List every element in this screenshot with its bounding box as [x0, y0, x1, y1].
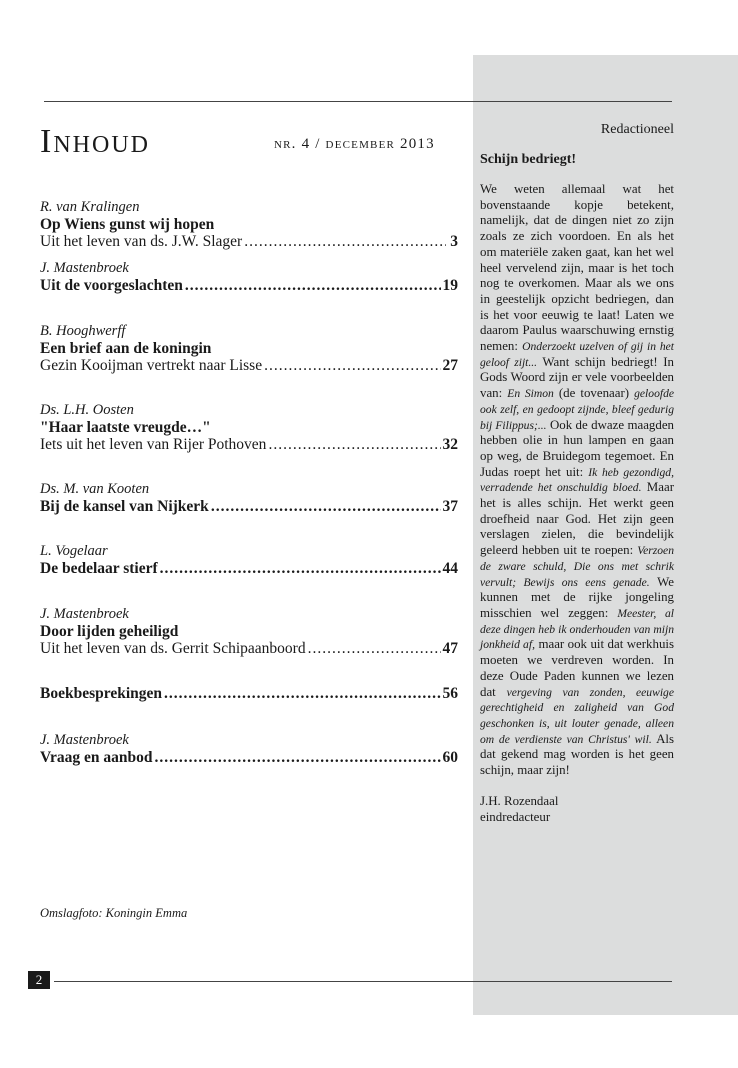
- toc-title: Bij de kansel van Nijkerk: [40, 498, 209, 515]
- toc-leader-line: [40, 233, 458, 250]
- toc-leader-line: [40, 277, 458, 294]
- leader-dots: [185, 277, 441, 294]
- toc-subtitle: Iets uit het leven van Rijer Pothoven: [40, 436, 267, 453]
- leader-dots: [160, 560, 441, 577]
- toc-title: Door lijden geheiligd: [40, 623, 179, 640]
- toc-entry[interactable]: [40, 606, 458, 657]
- body-text: We kunnen met de rijke jongeling misschien wel zeggen:: [480, 574, 674, 620]
- signature-name: J.H. Rozendaal: [480, 793, 559, 808]
- leader-dots: [211, 498, 441, 515]
- body-text: Want schijn bedriegt! In Gods Woord zijn er vele voorbeelden van:: [480, 354, 674, 401]
- toc-title: Op Wiens gunst wij hopen: [40, 216, 215, 233]
- editorial-heading: Schijn bedriegt!: [480, 152, 577, 167]
- page-number: 2: [28, 971, 50, 989]
- body-text: maar ook uit dat werkhuis moeten we verdreven worden. In deze Oude Paden kunnen we lezen dat: [480, 637, 674, 699]
- toc-author: J. Mastenbroek: [40, 606, 129, 622]
- toc-leader-line: [40, 357, 458, 374]
- leader-dots: [155, 749, 441, 766]
- toc-leader-line: [40, 498, 458, 515]
- body-text: Ook de dwaze maagden hebben olie in hun lampen en gaan op weg, de Bruidegom tegemoet. En Judas roept het uit:: [480, 417, 674, 479]
- toc-leader-line: [40, 749, 458, 766]
- page-title: Inhoud: [40, 123, 150, 160]
- toc-title: Boekbesprekingen: [40, 685, 163, 702]
- leader-dots: [268, 436, 440, 453]
- toc-subtitle: Uit het leven van ds. J.W. Slager: [40, 233, 243, 250]
- signature: [480, 793, 674, 825]
- issue-label: nr. 4 / december 2013: [274, 136, 435, 152]
- toc-entry[interactable]: [40, 199, 458, 250]
- toc-author: L. Vogelaar: [40, 543, 108, 559]
- toc-entry[interactable]: [40, 260, 458, 294]
- toc-title: "Haar laatste vreugde…": [40, 419, 211, 436]
- signature-role: eindredacteur: [480, 809, 551, 824]
- toc-author: R. van Kralingen: [40, 199, 140, 215]
- toc-page-number: 37: [442, 498, 458, 515]
- toc-page-number: 32: [442, 436, 458, 453]
- toc-leader-line: [40, 560, 458, 577]
- body-quote: En Simon: [507, 387, 554, 401]
- toc-entry[interactable]: [40, 481, 458, 515]
- toc-page-number: 19: [442, 277, 458, 294]
- toc-page-number: 56: [442, 685, 458, 702]
- toc-entry[interactable]: [40, 402, 458, 453]
- toc-entry[interactable]: [40, 323, 458, 374]
- toc-entry[interactable]: [40, 732, 458, 766]
- body-quote: vergeving van zonden, eeuwige gerechtigheid en zaligheid van God geschonken is, uit louter genade, alleen om de verdienste van Christus' wil.: [480, 685, 674, 746]
- editorial-body: [480, 182, 674, 779]
- toc-title: De bedelaar stierf: [40, 560, 158, 577]
- toc-author: J. Mastenbroek: [40, 732, 129, 748]
- toc-page-number: 3: [450, 233, 458, 250]
- leader-dots: [264, 357, 440, 374]
- toc-author: Ds. M. van Kooten: [40, 481, 150, 497]
- toc-leader-line: [40, 685, 458, 702]
- body-text: (de tovenaar): [553, 386, 635, 401]
- leader-dots: [244, 233, 446, 250]
- toc-page-number: 44: [442, 560, 458, 577]
- body-text: We weten allemaal wat het bovenstaande kopje betekent, namelijk, dat de dingen niet zo zijn zoals ze zich voordoen. En als het om materiële zaken gaat, kan het wel heel vervelend zijn, maar is het toch nog te overkomen. Maar als we ons in geestelijk opzicht bedriegen, dan is het voor eeuwig te laat! Laten we daarom Paulus waarschuwing ernstig nemen:: [480, 182, 674, 354]
- toc-title: Uit de voorgeslachten: [40, 277, 183, 294]
- body-quote: Meester, al deze dingen heb ik onderhouden van mijn jonkheid af,: [480, 606, 674, 652]
- toc-leader-line: [40, 436, 458, 453]
- toc-page-number: 47: [442, 640, 458, 657]
- toc-subtitle: Uit het leven van ds. Gerrit Schipaanboord: [40, 640, 306, 657]
- toc-entry[interactable]: [40, 543, 458, 577]
- toc-leader-line: [40, 640, 458, 657]
- bottom-divider: [54, 981, 672, 982]
- toc-entry[interactable]: [40, 685, 458, 702]
- editorial-column: [480, 120, 674, 825]
- toc-author: Ds. L.H. Oosten: [40, 402, 134, 418]
- body-text: Als dat gekend mag worden is het geen schijn, maar zijn!: [480, 731, 674, 778]
- body-quote: geloofde ook zelf, en gedoopt zijnde, bleef gedurig bij Filippus;...: [480, 387, 675, 432]
- top-divider: [44, 101, 672, 102]
- toc-title: Vraag en aanbod: [40, 749, 153, 766]
- toc-subtitle: Gezin Kooijman vertrekt naar Lisse: [40, 357, 263, 374]
- toc-author: J. Mastenbroek: [40, 260, 129, 276]
- leader-dots: [164, 685, 440, 702]
- toc-author: B. Hooghwerff: [40, 323, 126, 339]
- toc-title: Een brief aan de koningin: [40, 340, 212, 357]
- leader-dots: [308, 640, 441, 657]
- toc-page-number: 27: [442, 357, 458, 374]
- body-quote: Verzoen de zware schuld, Die ons met schrik vervult; Bewijs ons eens genade.: [480, 544, 674, 589]
- body-text: Maar het is alles schijn. Het werkt geen droefheid naar God. Het zijn geen verslagen zielen, die bevindelijk geleerd hebben uit te roepen:: [480, 480, 674, 558]
- toc-page-number: 60: [442, 749, 458, 766]
- body-quote: Ik heb gezondigd, verradende het onschuldig bloed.: [480, 465, 674, 495]
- cover-photo-credit: Omslagfoto: Koningin Emma: [40, 906, 188, 920]
- body-quote: Onderzoekt uzelven of gij in het geloof zijt...: [480, 340, 674, 369]
- section-label: Redactioneel: [600, 122, 674, 137]
